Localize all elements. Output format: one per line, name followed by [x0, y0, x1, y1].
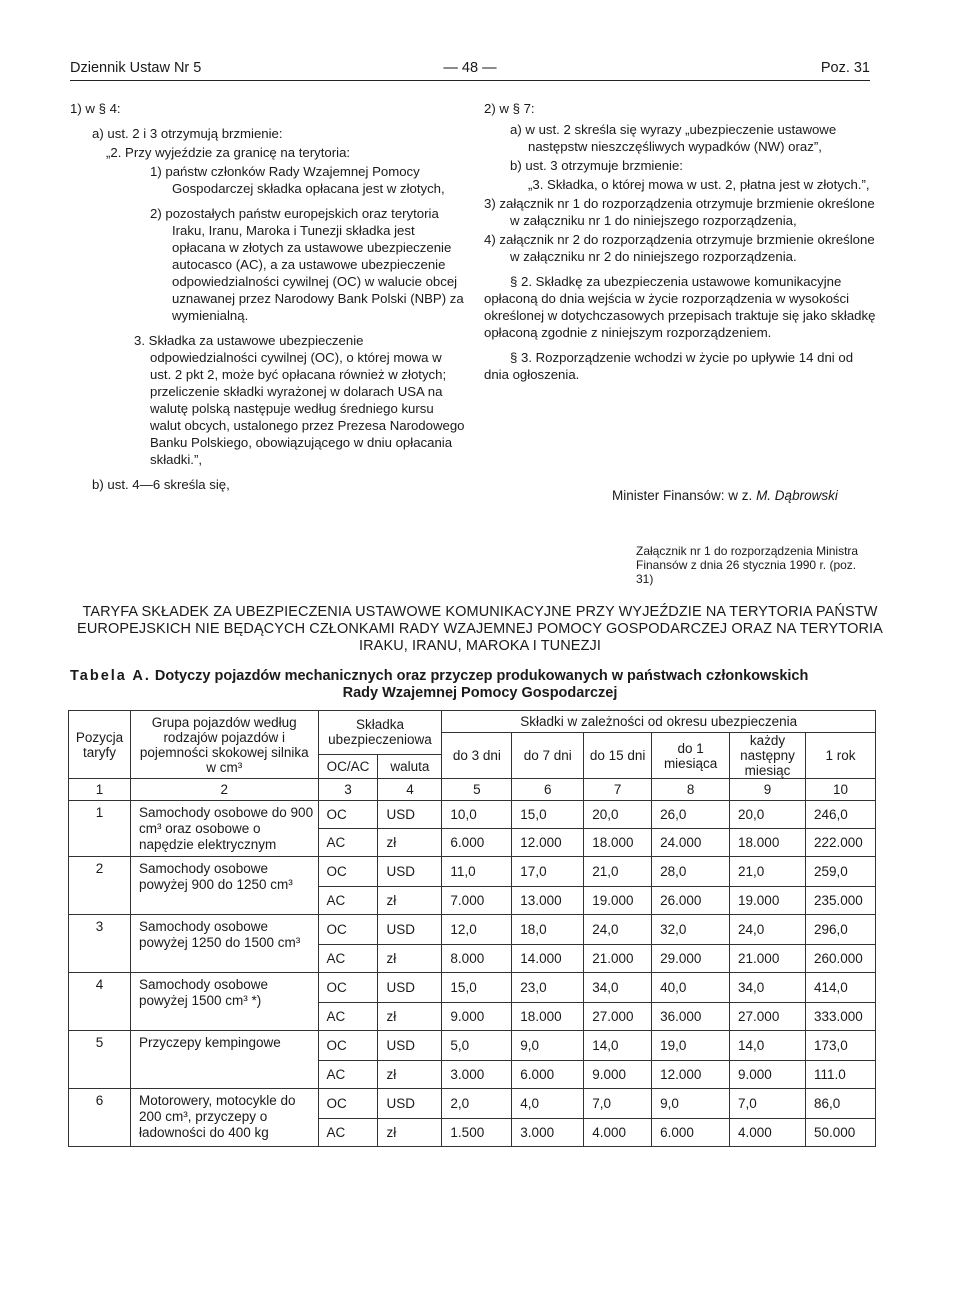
premium-cell: 7,0 [584, 1089, 652, 1119]
premium-cell: 15,0 [512, 801, 584, 829]
paragraph: 2) w § 7: [484, 101, 535, 116]
insurance-type-cell: AC [318, 1003, 378, 1031]
premium-cell: 6.000 [512, 1061, 584, 1089]
premium-cell: 11,0 [442, 857, 512, 887]
premium-cell: 246,0 [805, 801, 875, 829]
description-cell: Przyczepy kempingowe [130, 1031, 318, 1089]
premium-cell: 18,0 [512, 915, 584, 945]
currency-cell: zł [378, 1003, 442, 1031]
header-kazdy: każdy następny miesiąc [730, 733, 806, 779]
premium-cell: 7,0 [730, 1089, 806, 1119]
premium-cell: 333.000 [805, 1003, 875, 1031]
column-number: 1 [69, 779, 131, 801]
premium-cell: 296,0 [805, 915, 875, 945]
paragraph: 1) w § 4: [70, 101, 121, 116]
insurance-type-cell: AC [318, 945, 378, 973]
currency-cell: zł [378, 887, 442, 915]
premium-cell: 36.000 [652, 1003, 730, 1031]
header-rule [70, 80, 870, 81]
premium-cell: 26,0 [652, 801, 730, 829]
header-ocac: OC/AC [318, 754, 378, 778]
header-7dni: do 7 dni [512, 733, 584, 779]
header-grupa: Grupa pojazdów według rodzajów pojazdów i pojemności skokowej silnika w cm³ [130, 711, 318, 779]
signature-role: Minister Finansów: w z. [612, 488, 753, 503]
premium-cell: 20,0 [730, 801, 806, 829]
premium-cell: 10,0 [442, 801, 512, 829]
premium-cell: 40,0 [652, 973, 730, 1003]
insurance-type-cell: AC [318, 1119, 378, 1147]
paragraph: b) ust. 4—6 skreśla się, [92, 477, 230, 492]
table-caption-text: Rady Wzajemnej Pomocy Gospodarczej [342, 685, 618, 701]
premium-cell: 29.000 [652, 945, 730, 973]
premium-cell: 2,0 [442, 1089, 512, 1119]
table-row [69, 1089, 876, 1119]
currency-cell: zł [378, 945, 442, 973]
column-number: 4 [378, 779, 442, 801]
premium-cell: 23,0 [512, 973, 584, 1003]
table-row [69, 1031, 876, 1061]
table-row [69, 801, 876, 829]
signature-name: M. Dąbrowski [756, 488, 838, 503]
description-cell: Motorowery, motocykle do 200 cm³, przyczepy o ładowności do 400 kg [130, 1089, 318, 1147]
premium-cell: 9,0 [512, 1031, 584, 1061]
column-number: 5 [442, 779, 512, 801]
premium-cell: 14,0 [730, 1031, 806, 1061]
premium-cell: 12.000 [512, 829, 584, 857]
premium-cell: 6.000 [442, 829, 512, 857]
premium-cell: 235.000 [805, 887, 875, 915]
position-cell: 6 [69, 1089, 131, 1147]
premium-cell: 4.000 [584, 1119, 652, 1147]
position-cell: 2 [69, 857, 131, 915]
insurance-type-cell: OC [318, 915, 378, 945]
premium-cell: 259,0 [805, 857, 875, 887]
premium-cell: 13.000 [512, 887, 584, 915]
header-3dni: do 3 dni [442, 733, 512, 779]
currency-cell: USD [378, 1031, 442, 1061]
description-cell: Samochody osobowe do 900 cm³ oraz osobowe o napędzie elektrycznym [130, 801, 318, 857]
premium-cell: 14.000 [512, 945, 584, 973]
paragraph: § 2. Składkę za ubezpieczenia ustawowe komunikacyjne opłaconą do dnia wejścia w życie rozporządzenia w wysokości określonej w dotychczasowych przepisach traktuje się jako składkę opłaconą zgodnie z niniejszym rozporządzeniem. [484, 274, 876, 340]
title-line: EUROPEJSKICH NIE BĘDĄCYCH CZŁONKAMI RADY WZAJEMNEJ POMOCY GOSPODARCZEJ ORAZ NA TERYTORIA [77, 621, 883, 637]
title-line: TARYFA SKŁADEK ZA UBEZPIECZENIA USTAWOWE KOMUNIKACYJNE PRZY WYJEŹDZIE NA TERYTORIA PAŃSTW [82, 604, 878, 620]
insurance-type-cell: AC [318, 887, 378, 915]
premium-cell: 21,0 [584, 857, 652, 887]
description-cell: Samochody osobowe powyżej 1500 cm³ *) [130, 973, 318, 1031]
right-column [484, 100, 876, 385]
premium-cell: 9,0 [652, 1089, 730, 1119]
premium-cell: 7.000 [442, 887, 512, 915]
table-caption-text: Dotyczy pojazdów mechanicznych oraz przyczep produkowanych w państwach członkowskich [154, 668, 809, 684]
header-15dni: do 15 dni [584, 733, 652, 779]
insurance-type-cell: OC [318, 1089, 378, 1119]
annex-note: Załącznik nr 1 do rozporządzenia Ministra Finansów z dnia 26 stycznia 1990 r. (poz. 31) [636, 544, 859, 586]
premium-cell: 19,0 [652, 1031, 730, 1061]
table-row [69, 915, 876, 945]
premium-cell: 28,0 [652, 857, 730, 887]
position-cell: 5 [69, 1031, 131, 1089]
paragraph: 3) załącznik nr 1 do rozporządzenia otrzymuje brzmienie określone w załączniku nr 1 do niniejszego rozporządzenia, [484, 196, 875, 228]
header-pozycja: Pozycja taryfy [69, 711, 131, 779]
premium-cell: 86,0 [805, 1089, 875, 1119]
currency-cell: zł [378, 1119, 442, 1147]
insurance-type-cell: OC [318, 973, 378, 1003]
position-cell: 3 [69, 915, 131, 973]
premium-cell: 6.000 [652, 1119, 730, 1147]
premium-cell: 3.000 [442, 1061, 512, 1089]
paragraph: 3. Składka za ustawowe ubezpieczenie odpowiedzialności cywilnej (OC), o której mowa w ust. 2 pkt 2, może być opłacana również w złotych; przeliczenie składki wyrażonej w dolarach USA na walutę polską następuje według średniego kursu walut obcych, ustalonego przez Prezesa Narodowego Banku Polskiego, obowiązującego w dniu opłacania składki.”, [134, 333, 465, 467]
tariff-table [68, 710, 876, 1147]
currency-cell: USD [378, 973, 442, 1003]
column-number: 6 [512, 779, 584, 801]
header-1rok: 1 rok [805, 733, 875, 779]
currency-cell: zł [378, 1061, 442, 1089]
insurance-type-cell: OC [318, 857, 378, 887]
insurance-type-cell: AC [318, 829, 378, 857]
insurance-type-cell: OC [318, 1031, 378, 1061]
column-number-row [69, 779, 876, 801]
paragraph: „2. Przy wyjeździe za granicę na terytoria: [106, 145, 351, 160]
premium-cell: 24.000 [652, 829, 730, 857]
paragraph: 2) pozostałych państw europejskich oraz terytoria Iraku, Iranu, Maroka i Tunezji składka jest opłacana w złotych za ustawowe ubezpieczenie autocasco (AC), a za ustawowe ubezpieczenie odpowiedzialności cywilnej (OC) w walucie obcej uznawanej przez Narodowy Bank Polski (NBP) za wymienialną. [150, 206, 464, 323]
premium-cell: 50.000 [805, 1119, 875, 1147]
premium-cell: 21.000 [730, 945, 806, 973]
premium-cell: 173,0 [805, 1031, 875, 1061]
premium-cell: 260.000 [805, 945, 875, 973]
paragraph: a) ust. 2 i 3 otrzymują brzmienie: [92, 126, 283, 141]
paragraph: a) w ust. 2 skreśla się wyrazy „ubezpieczenie ustawowe następstw nieszczęśliwych wypadków (NW) oraz”, [510, 122, 837, 154]
journal-name: Dziennik Ustaw Nr 5 [70, 60, 202, 76]
paragraph: 4) załącznik nr 2 do rozporządzenia otrzymuje brzmienie określone w załączniku nr 2 do niniejszego rozporządzenia. [484, 232, 875, 264]
column-number: 3 [318, 779, 378, 801]
table-label: Tabela A. [70, 668, 151, 684]
premium-cell: 19.000 [584, 887, 652, 915]
premium-cell: 4,0 [512, 1089, 584, 1119]
paragraph: 1) państw członków Rady Wzajemnej Pomocy Gospodarczej składka opłacana jest w złotych, [150, 164, 445, 196]
premium-cell: 27.000 [584, 1003, 652, 1031]
premium-cell: 27.000 [730, 1003, 806, 1031]
premium-cell: 9.000 [442, 1003, 512, 1031]
column-number: 7 [584, 779, 652, 801]
currency-cell: USD [378, 801, 442, 829]
paragraph: § 3. Rozporządzenie wchodzi w życie po upływie 14 dni od dnia ogłoszenia. [484, 350, 854, 382]
page-number: — 48 — [443, 60, 497, 76]
table-row [69, 857, 876, 887]
insurance-type-cell: OC [318, 801, 378, 829]
premium-cell: 19.000 [730, 887, 806, 915]
paragraph: b) ust. 3 otrzymuje brzmienie: [510, 158, 683, 173]
premium-cell: 5,0 [442, 1031, 512, 1061]
premium-cell: 1.500 [442, 1119, 512, 1147]
premium-cell: 34,0 [584, 973, 652, 1003]
table-caption [70, 668, 890, 702]
header-waluta: waluta [378, 754, 442, 778]
premium-cell: 3.000 [512, 1119, 584, 1147]
position-number: Poz. 31 [820, 60, 870, 76]
paragraph: „3. Składka, o której mowa w ust. 2, płatna jest w złotych.”, [528, 177, 870, 192]
premium-cell: 14,0 [584, 1031, 652, 1061]
signature-line [612, 488, 838, 503]
tariff-title [60, 604, 900, 655]
premium-cell: 26.000 [652, 887, 730, 915]
column-number: 10 [805, 779, 875, 801]
currency-cell: USD [378, 1089, 442, 1119]
premium-cell: 4.000 [730, 1119, 806, 1147]
premium-cell: 21.000 [584, 945, 652, 973]
premium-cell: 18.000 [730, 829, 806, 857]
description-cell: Samochody osobowe powyżej 1250 do 1500 cm³ [130, 915, 318, 973]
premium-cell: 9.000 [584, 1061, 652, 1089]
premium-cell: 32,0 [652, 915, 730, 945]
header-skladka: Składka ubezpieczeniowa [318, 711, 442, 755]
premium-cell: 21,0 [730, 857, 806, 887]
premium-cell: 24,0 [730, 915, 806, 945]
premium-cell: 24,0 [584, 915, 652, 945]
premium-cell: 20,0 [584, 801, 652, 829]
premium-cell: 17,0 [512, 857, 584, 887]
header-1mies: do 1 miesiąca [652, 733, 730, 779]
currency-cell: USD [378, 915, 442, 945]
currency-cell: zł [378, 829, 442, 857]
column-number: 9 [730, 779, 806, 801]
currency-cell: USD [378, 857, 442, 887]
premium-cell: 414,0 [805, 973, 875, 1003]
left-column [70, 100, 465, 495]
premium-cell: 34,0 [730, 973, 806, 1003]
premium-cell: 8.000 [442, 945, 512, 973]
premium-cell: 18.000 [584, 829, 652, 857]
premium-cell: 222.000 [805, 829, 875, 857]
position-cell: 1 [69, 801, 131, 857]
premium-cell: 111.0 [805, 1061, 875, 1089]
premium-cell: 12,0 [442, 915, 512, 945]
column-number: 8 [652, 779, 730, 801]
position-cell: 4 [69, 973, 131, 1031]
premium-cell: 15,0 [442, 973, 512, 1003]
column-number: 2 [130, 779, 318, 801]
page-header [70, 56, 870, 78]
premium-cell: 18.000 [512, 1003, 584, 1031]
description-cell: Samochody osobowe powyżej 900 do 1250 cm³ [130, 857, 318, 915]
table-row [69, 973, 876, 1003]
title-line: IRAKU, IRANU, MAROKA I TUNEZJI [358, 638, 602, 654]
premium-cell: 9.000 [730, 1061, 806, 1089]
header-skladki: Składki w zależności od okresu ubezpieczenia [442, 711, 876, 733]
insurance-type-cell: AC [318, 1061, 378, 1089]
premium-cell: 12.000 [652, 1061, 730, 1089]
